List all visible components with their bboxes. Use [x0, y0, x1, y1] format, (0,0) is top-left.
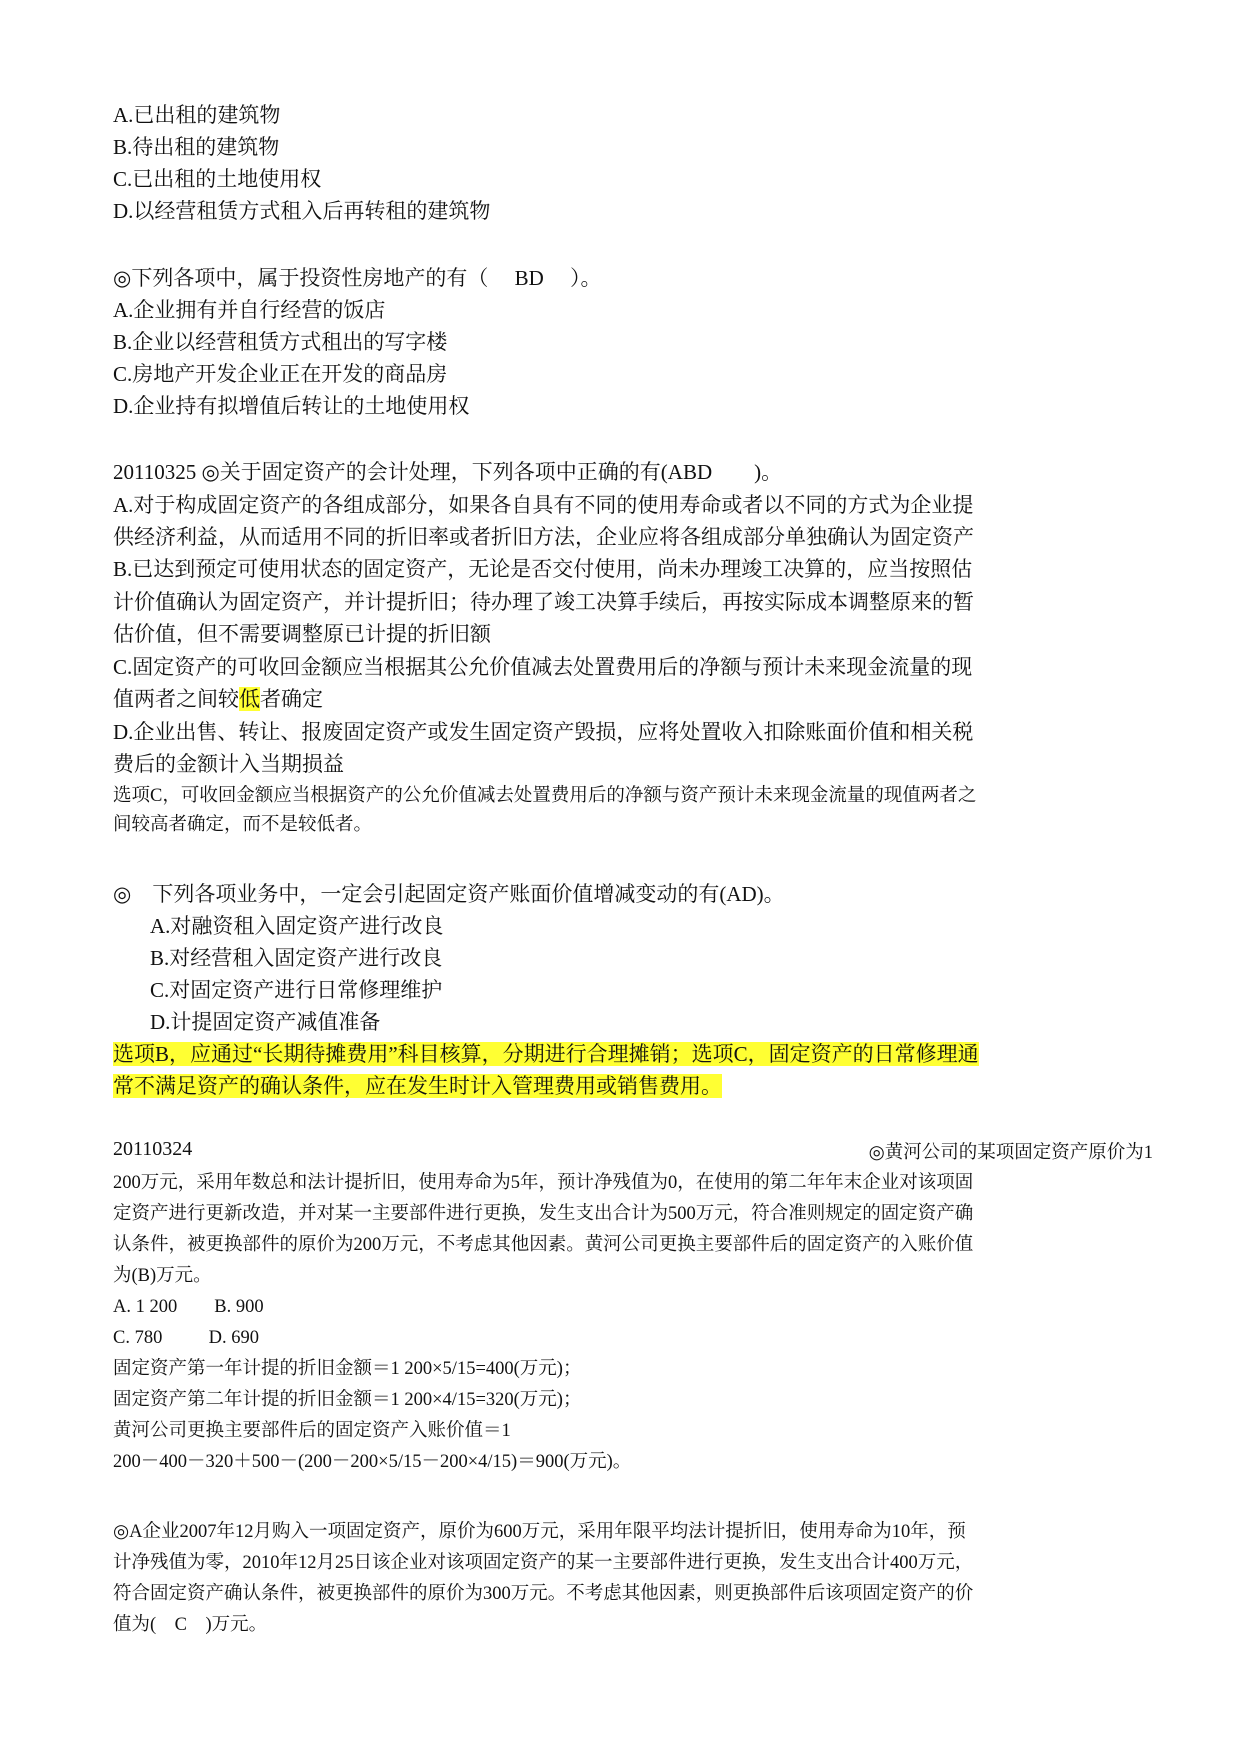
options-cd: C. 780 D. 690: [113, 1328, 259, 1348]
option-c-line-2: [113, 683, 323, 713]
solution-line-3: 黄河公司更换主要部件后的固定资产入账价值＝1: [113, 1421, 511, 1441]
option-c: C.已出租的土地使用权: [113, 167, 322, 191]
option-a: A.企业拥有并自行经营的饭店: [113, 298, 386, 322]
option-a: A.已出租的建筑物: [113, 103, 281, 127]
question-line-3: 认条件，被更换部件的原价为200万元，不考虑其他因素。黄河公司更换主要部件后的固定资产的入账价值: [113, 1235, 974, 1255]
question-code: 20110324: [113, 1138, 193, 1160]
option-d-line-2: 费后的金额计入当期损益: [113, 752, 344, 776]
option-a-line-2: 供经济利益，从而适用不同的折旧率或者折旧方法，企业应将各组成部分单独确认为固定资产: [113, 525, 974, 549]
explanation-line-1: [113, 1038, 979, 1068]
option-b-line-1: B.已达到预定可使用状态的固定资产，无论是否交付使用，尚未办理竣工决算的，应当按照估: [113, 557, 973, 581]
option-a-line-1: A.对于构成固定资产的各组成部分，如果各自具有不同的使用寿命或者以不同的方式为企业提: [113, 493, 974, 517]
question-fixed-asset-accounting: 20110325 ◎关于固定资产的会计处理，下列各项中正确的有(ABD )。: [113, 460, 783, 484]
question-line-4: 值为( C )万元。: [113, 1615, 268, 1635]
explanation-line-2: 间较高者确定，而不是较低者。: [113, 815, 373, 835]
option-d: D.以经营租赁方式租入后再转租的建筑物: [113, 199, 491, 223]
options-ab: A. 1 200 B. 900: [113, 1297, 264, 1317]
highlighted-text: 常不满足资产的确认条件，应在发生时计入管理费用或销售费用。: [113, 1074, 722, 1098]
option-c: C.房地产开发企业正在开发的商品房: [113, 362, 448, 386]
option-b-line-2: 计价值确认为固定资产，并计提折旧；待办理了竣工决算手续后，再按实际成本调整原来的暂: [113, 590, 974, 614]
highlighted-text: 选项B，应通过“长期待摊费用”科目核算，分期进行合理摊销；选项C，固定资产的日常修理通: [113, 1042, 979, 1066]
option-d: D.计提固定资产减值准备: [150, 1010, 381, 1034]
explanation-line-1: 选项C，可收回金额应当根据资产的公允价值减去处置费用后的净额与资产预计未来现金流量的现值两者之: [113, 786, 977, 806]
text-run: 值两者之间较: [113, 687, 239, 711]
solution-line-4: 200－400－320＋500－(200－200×5/15－200×4/15)＝900(万元)。: [113, 1452, 632, 1472]
explanation-line-2: [113, 1070, 722, 1100]
option-c-line-1: C.固定资产的可收回金额应当根据其公允价值减去处置费用后的净额与预计未来现金流量的现: [113, 655, 973, 679]
option-d: D.企业持有拟增值后转让的土地使用权: [113, 394, 470, 418]
option-b: B.企业以经营租赁方式租出的写字楼: [113, 330, 448, 354]
solution-line-2: 固定资产第二年计提的折旧金额＝1 200×4/15=320(万元)；: [113, 1390, 582, 1410]
question-investment-property: ◎下列各项中，属于投资性房地产的有（ BD ）。: [113, 266, 602, 290]
option-c: C.对固定资产进行日常修理维护: [150, 978, 443, 1002]
question-line-2: 计净残值为零，2010年12月25日该企业对该项固定资产的某一主要部件进行更换，发生支出合计400万元，: [113, 1553, 974, 1573]
question-line-3: 符合固定资产确认条件，被更换部件的原价为300万元。不考虑其他因素，则更换部件后该项固定资产的价: [113, 1584, 974, 1604]
option-b: B.待出租的建筑物: [113, 135, 280, 159]
question-line-1: ◎A企业2007年12月购入一项固定资产，原价为600万元，采用年限平均法计提折旧，使用寿命为10年，预: [113, 1522, 966, 1542]
option-a: A.对融资租入固定资产进行改良: [150, 914, 444, 938]
question-line-1: 200万元，采用年数总和法计提折旧，使用寿命为5年，预计净残值为0，在使用的第二年年末企业对该项固: [113, 1173, 974, 1193]
option-d-line-1: D.企业出售、转让、报废固定资产或发生固定资产毁损，应将处置收入扣除账面价值和相关税: [113, 720, 974, 744]
question-intro: ◎黄河公司的某项固定资产原价为1: [868, 1143, 1153, 1163]
option-b: B.对经营租入固定资产进行改良: [150, 946, 443, 970]
question-line-4: 为(B)万元。: [113, 1266, 212, 1286]
text-run: 者确定: [260, 687, 323, 711]
option-b-line-3: 估价值，但不需要调整原已计提的折旧额: [113, 622, 491, 646]
solution-line-1: 固定资产第一年计提的折旧金额＝1 200×5/15=400(万元)；: [113, 1359, 582, 1379]
highlighted-text: 低: [239, 687, 260, 711]
question-line-2: 定资产进行更新改造，并对某一主要部件进行更换，发生支出合计为500万元，符合准则规定的固定资产确: [113, 1204, 974, 1224]
question-book-value-change: ◎ 下列各项业务中，一定会引起固定资产账面价值增减变动的有(AD)。: [113, 882, 785, 906]
